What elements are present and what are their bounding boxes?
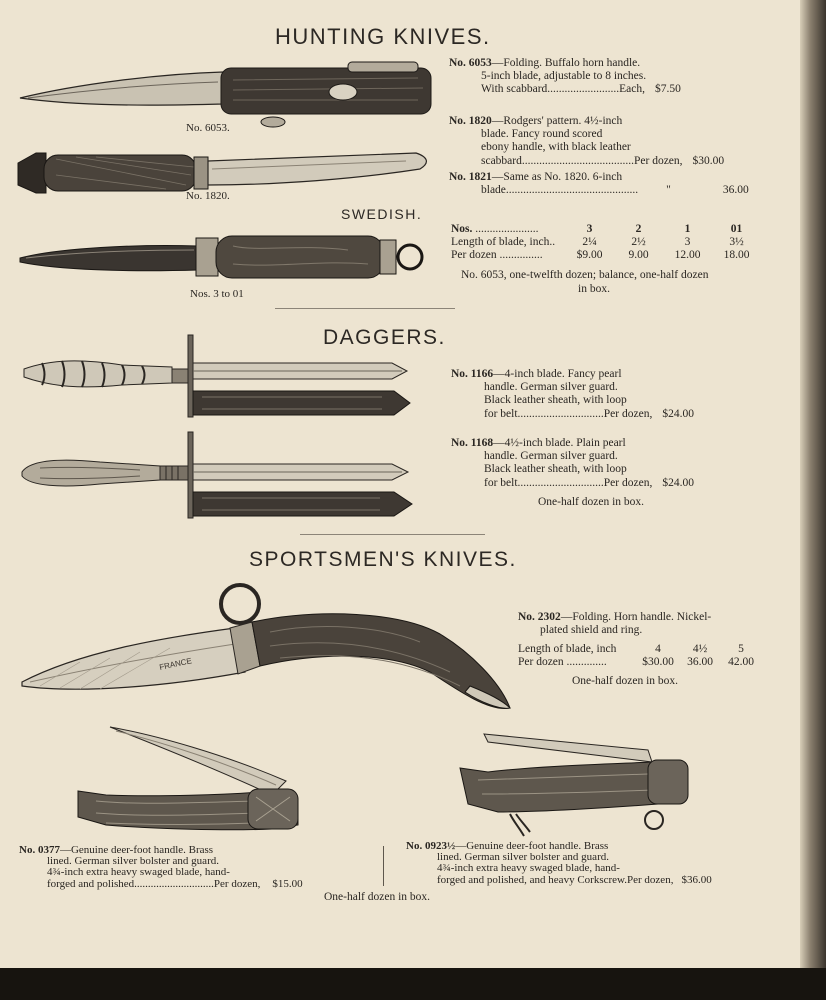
swedish-spec-table (451, 223, 761, 262)
price-unit: Per dozen, (603, 407, 653, 420)
item-desc: handle. German silver guard. (484, 381, 618, 394)
knife-0923-illustration (458, 732, 694, 840)
section-divider (300, 534, 485, 535)
item-number: No. 1168 (451, 437, 494, 449)
item-desc: —Genuine deer-foot handle. Brass (455, 840, 609, 852)
item-desc: lined. German silver bolster and guard. (47, 855, 219, 868)
table-cell: $30.00 (642, 656, 674, 668)
price: $15.00 (272, 877, 303, 890)
item-desc: 4¾-inch extra heavy swaged blade, hand- (47, 866, 230, 879)
item-desc: —Genuine deer-foot handle. Brass (59, 844, 214, 856)
table-cell: 4 (655, 643, 661, 655)
price-unit: Per dozen, (603, 476, 653, 489)
table-cell: 3½ (729, 236, 744, 248)
swedish-note-line2: in box. (578, 283, 610, 295)
price-unit: Each, (619, 83, 646, 96)
knife-0377-illustration (76, 725, 306, 840)
item-number: No. 0377 (19, 844, 60, 856)
table-header: 2 (635, 223, 642, 235)
sportsmen-box-note: One-half dozen in box. (324, 891, 431, 903)
table-header: 3 (586, 223, 593, 235)
table-cell: Length of blade, inch (518, 643, 617, 655)
table-cell: 36.00 (687, 656, 713, 668)
price: $24.00 (662, 407, 694, 420)
price: 36.00 (722, 184, 749, 197)
price: $7.50 (655, 83, 681, 96)
heading-hunting-knives: HUNTING KNIVES. (275, 24, 491, 49)
item-desc: forged and polished, and heavy Corkscrew. (437, 873, 628, 886)
item-desc: 5-inch blade, adjustable to 8 inches. (481, 70, 647, 83)
price: $24.00 (662, 476, 694, 489)
table-row (451, 236, 761, 249)
table-row: Per dozen ............... $9.00 9.00 12.00 18.00 (451, 249, 761, 262)
table-cell: 4½ (692, 643, 708, 655)
price-unit: " (666, 184, 671, 197)
item-desc: —4-inch blade. Fancy pearl (493, 368, 622, 380)
price-unit: Per dozen, (634, 154, 683, 167)
table-row (518, 643, 762, 656)
item-desc: With scabbard (481, 83, 548, 96)
item-number: No. 0923½ (406, 840, 456, 852)
item-desc: —Folding. Horn handle. Nickel- (560, 611, 712, 623)
heading-swedish: SWEDISH. (341, 206, 423, 222)
table-cell: Length of blade, inch.. (451, 236, 556, 248)
caption-knife-1820: No. 1820. (186, 190, 230, 202)
knife-2302-illustration (20, 582, 520, 722)
item-desc: —Folding. Buffalo horn handle. (491, 57, 641, 69)
item-desc: blade. Fancy round scored (481, 128, 603, 141)
item-1168-text: No. 1168—4½-inch blade. Plain pearl handle. German silver guard. Black leather sheath, with loop for belt..............................Per dozen, $24.00 (451, 437, 694, 489)
knife-6053-illustration (18, 60, 438, 130)
table-row: Nos. ...................... 3 2 1 01 (451, 223, 743, 235)
item-1821-text: No. 1821—Same as No. 1820. 6-inch blade.............................................. " 36.00 (449, 171, 749, 197)
item-2302-text (518, 611, 711, 637)
table-cell: Per dozen (518, 656, 564, 668)
item-desc: handle. German silver guard. (484, 450, 618, 463)
book-gutter (800, 0, 826, 968)
table-cell: 5 (738, 643, 744, 655)
section-divider (275, 308, 455, 309)
table-cell: $9.00 (576, 249, 603, 261)
item-number: No. 6053 (449, 57, 492, 69)
item-desc: lined. German silver bolster and guard. (437, 851, 609, 864)
blade-stamp-text: FRANCE (158, 656, 193, 672)
price: $30.00 (692, 154, 725, 167)
item-number: No. 1166 (451, 368, 494, 380)
swedish-note-line1: No. 6053, one-twelfth dozen; balance, one-half dozen (461, 269, 709, 281)
item-desc: for belt (484, 407, 518, 420)
item-desc: Black leather sheath, with loop (484, 463, 627, 476)
swedish-knife-illustration (18, 228, 438, 288)
item-number: No. 1820 (449, 115, 492, 127)
table-cell: 42.00 (728, 656, 754, 668)
caption-swedish-knives: Nos. 3 to 01 (190, 288, 244, 300)
dagger-box-note: One-half dozen in box. (538, 496, 645, 508)
item-0923-text (406, 841, 712, 886)
item-0377-text: No. 0377—Genuine deer-foot handle. Brass lined. German silver bolster and guard. 4¾-inch extra heavy swaged blade, hand- forged and polished.............................Per dozen, $15.00 (19, 844, 303, 890)
price: $36.00 (681, 873, 712, 886)
table-header: 01 (730, 223, 743, 235)
table-header: Nos. (451, 223, 473, 235)
table-cell: 3 (684, 236, 691, 248)
price-unit: Per dozen, (627, 873, 674, 886)
item-number: No. 1821 (449, 171, 492, 183)
item-desc: forged and polished (47, 877, 135, 890)
table-cell: Per dozen (451, 249, 497, 261)
table-cell: 9.00 (628, 249, 649, 261)
item-6053-text: No. 6053—Folding. Buffalo horn handle. 5-inch blade, adjustable to 8 inches. With scabbard.........................Each, $7.50 (449, 57, 681, 96)
price-unit: Per dozen, (213, 877, 261, 890)
item-desc: blade (481, 184, 506, 197)
item-desc: for belt (484, 476, 518, 489)
item-desc: plated shield and ring. (540, 624, 643, 637)
item-1820-text: No. 1820—Rodgers' pattern. 4½-inch blade. Fancy round scored ebony handle, with black leather scabbard.......................................Per dozen, $30.00 (449, 115, 725, 167)
table-cell: 2¼ (582, 236, 597, 248)
item-desc: Black leather sheath, with loop (484, 394, 627, 407)
table-row: Per dozen .............. $30.00 36.00 42.00 (518, 656, 762, 669)
table-cell: 12.00 (674, 249, 701, 261)
item-2302-spec-table (518, 643, 762, 669)
item-desc: —Same as No. 1820. 6-inch (491, 171, 623, 183)
table-cell: 18.00 (723, 249, 750, 261)
scan-background (0, 968, 826, 1000)
heading-sportsmens-knives: SPORTSMEN'S KNIVES. (249, 548, 517, 571)
item-2302-box-note: One-half dozen in box. (572, 675, 679, 687)
dagger-1166-illustration (22, 333, 417, 423)
heading-daggers: DAGGERS. (323, 326, 446, 349)
table-header: 1 (684, 223, 691, 235)
item-desc: —Rodgers' pattern. 4½-inch (491, 115, 623, 127)
column-divider (383, 846, 384, 886)
item-desc: ebony handle, with black leather (481, 141, 631, 154)
table-cell: 2½ (631, 236, 646, 248)
item-desc: 4¾-inch extra heavy swaged blade, hand- (437, 862, 620, 875)
item-1166-text: No. 1166—4-inch blade. Fancy pearl handle. German silver guard. Black leather sheath, with loop for belt..............................Per dozen, $24.00 (451, 368, 694, 420)
item-number: No. 2302 (518, 611, 561, 623)
item-desc: —4½-inch blade. Plain pearl (493, 437, 626, 449)
caption-knife-6053: No. 6053. (186, 122, 230, 134)
item-desc: scabbard (481, 154, 522, 167)
dagger-1168-illustration (20, 430, 418, 522)
